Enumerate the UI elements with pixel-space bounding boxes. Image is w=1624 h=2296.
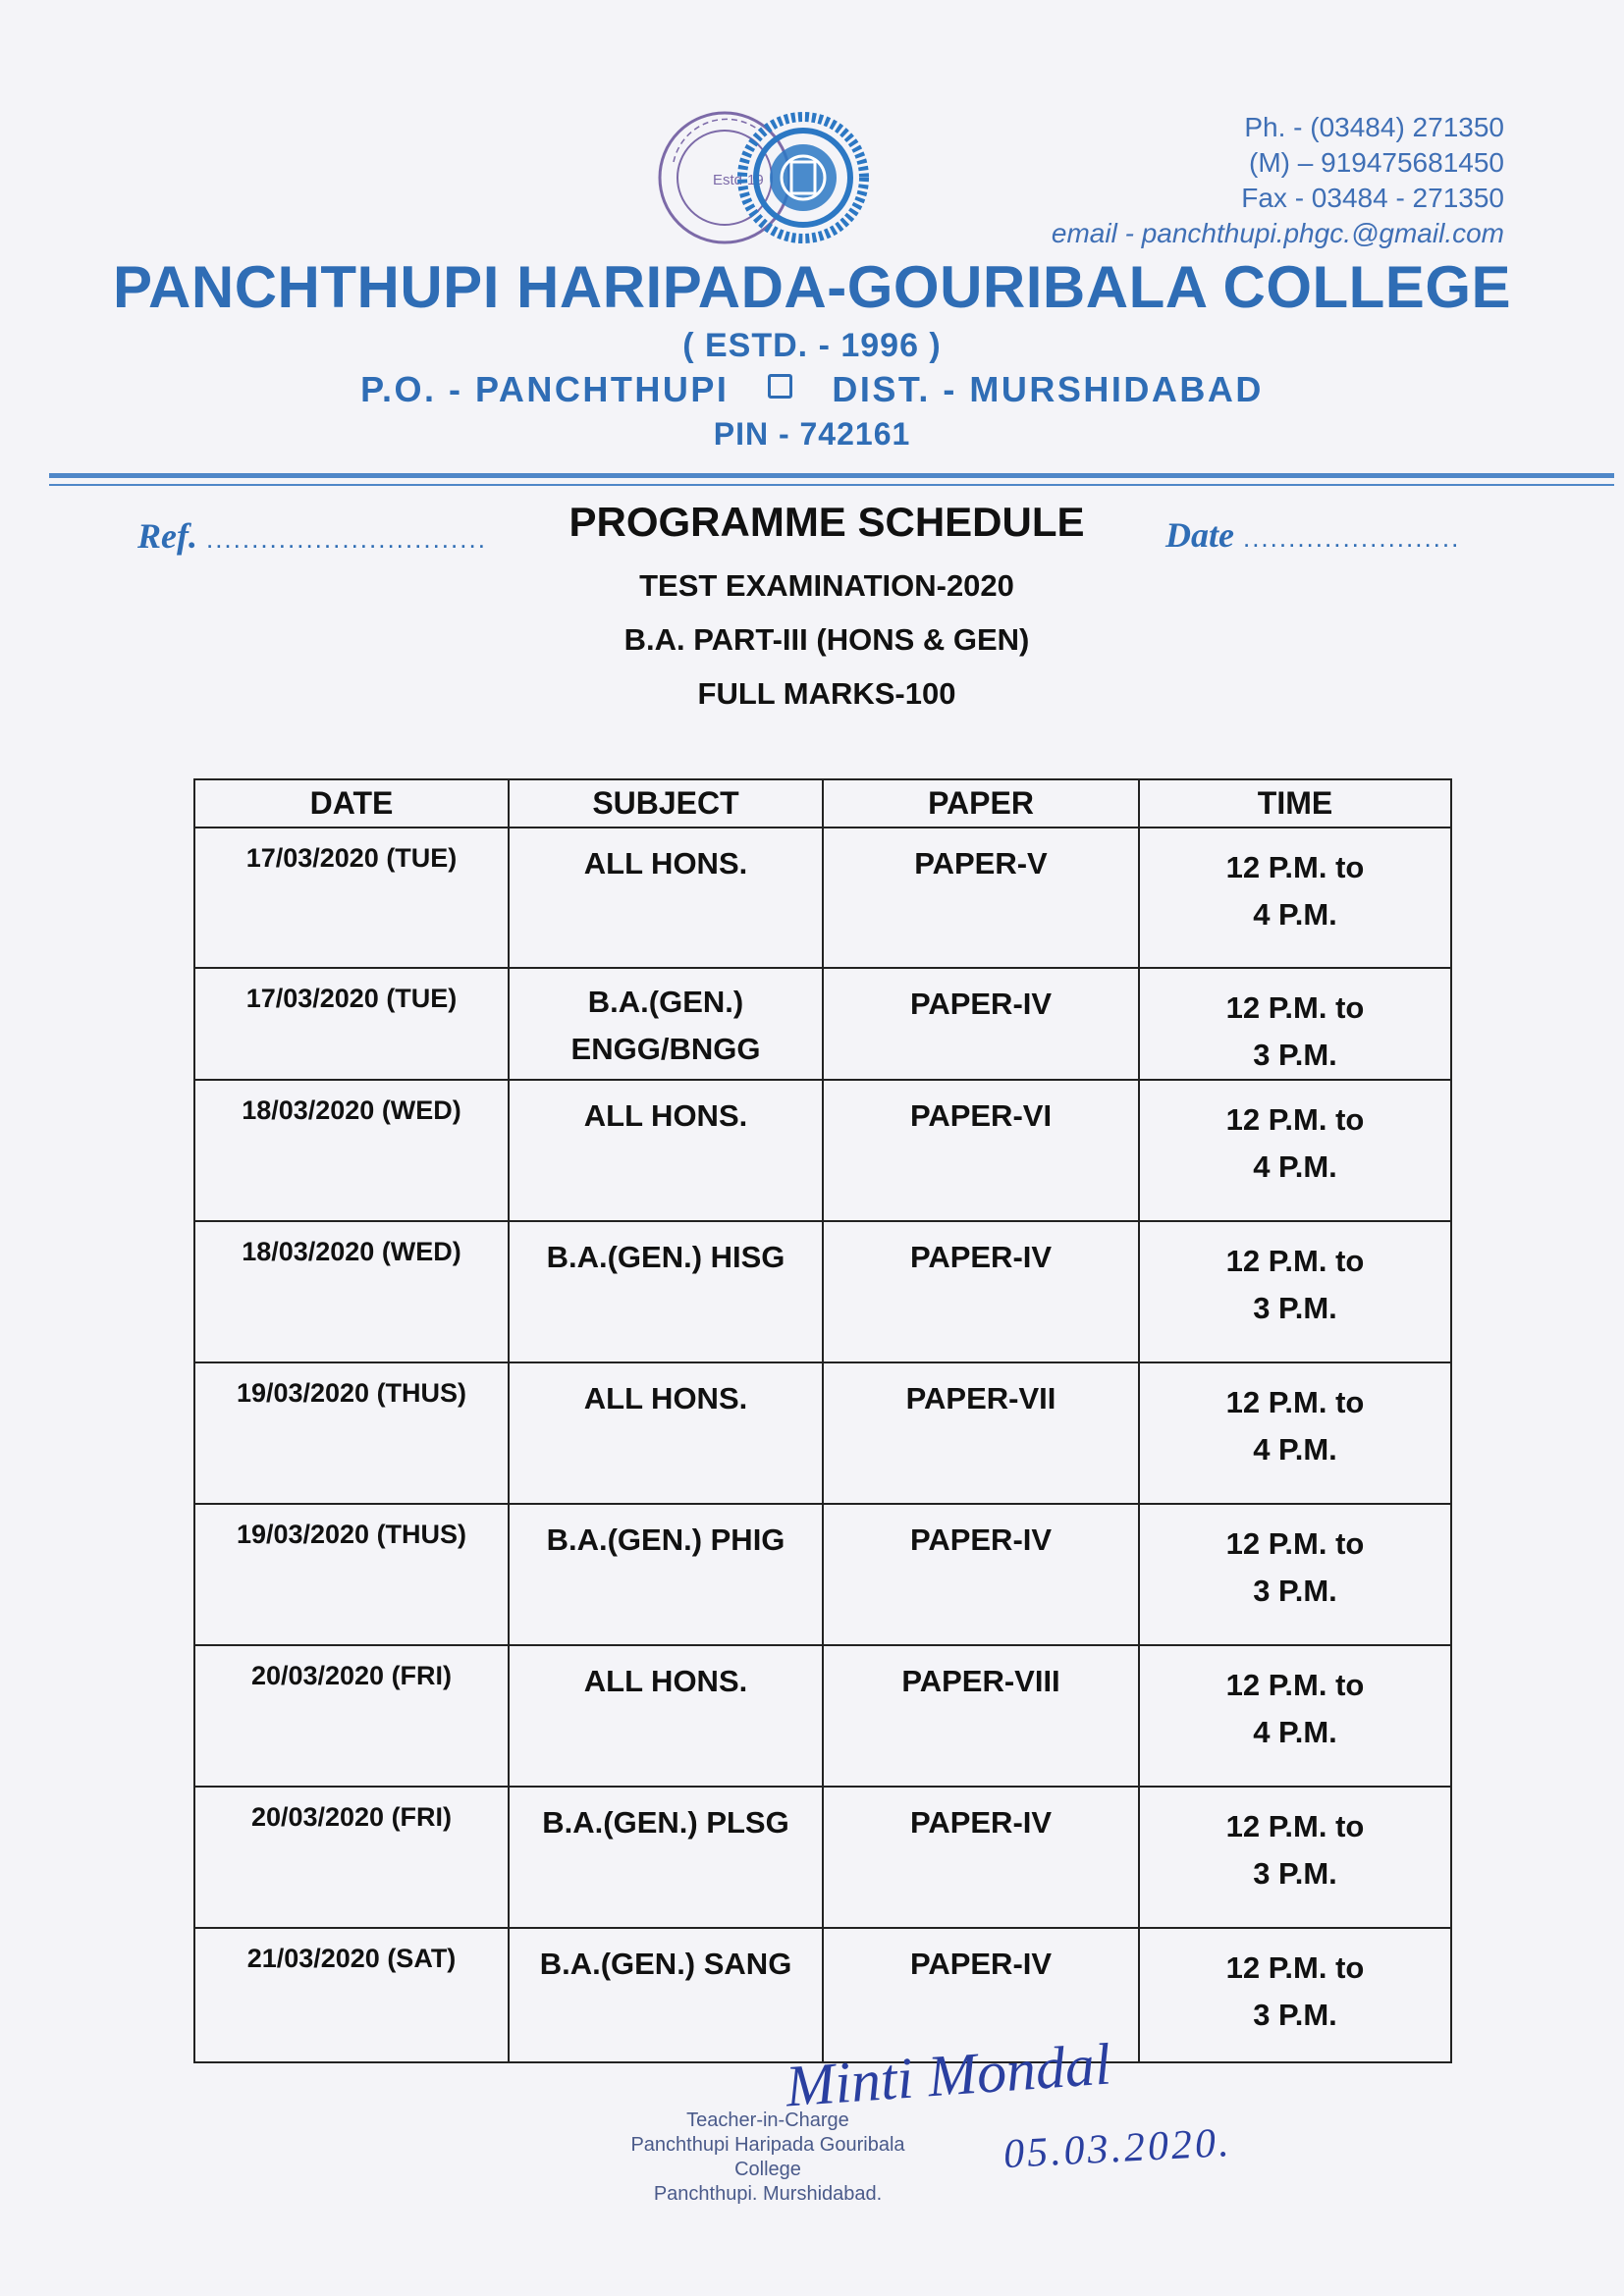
row-time bbox=[1139, 1787, 1451, 1928]
row-time bbox=[1139, 968, 1451, 1080]
row-paper: PAPER-V bbox=[823, 828, 1139, 968]
row-paper: PAPER-IV bbox=[823, 1221, 1139, 1362]
time-start: 12 P.M. to bbox=[1225, 1809, 1365, 1843]
row-time bbox=[1139, 828, 1451, 968]
row-subject: ALL HONS. bbox=[509, 1080, 823, 1221]
row-paper: PAPER-IV bbox=[823, 1787, 1139, 1928]
row-subject: B.A.(GEN.) SANG bbox=[509, 1928, 823, 2062]
schedule-table bbox=[193, 778, 1452, 2063]
handwritten-date: 05.03.2020. bbox=[1001, 2119, 1233, 2178]
date-dots: ........................ bbox=[1242, 523, 1461, 553]
ref-dots: ............................... bbox=[205, 524, 487, 554]
post-office: P.O. - PANCHTHUPI bbox=[360, 369, 730, 409]
row-date: 20/03/2020 (FRI) bbox=[194, 1645, 509, 1787]
signatory-place: Panchthupi. Murshidabad. bbox=[653, 2183, 883, 2205]
row-time bbox=[1139, 1080, 1451, 1221]
time-start: 12 P.M. to bbox=[1225, 1244, 1365, 1278]
full-marks: FULL MARKS-100 bbox=[697, 676, 956, 711]
row-date: 17/03/2020 (TUE) bbox=[194, 968, 509, 1080]
row-paper: PAPER-VIII bbox=[823, 1645, 1139, 1787]
email-address: email - panchthupi.phgc.@gmail.com bbox=[1051, 218, 1504, 248]
row-time bbox=[1139, 1504, 1451, 1645]
phone-number: Ph. - (03484) 271350 bbox=[1244, 112, 1504, 142]
table-row bbox=[194, 828, 1451, 968]
table-row bbox=[194, 1221, 1451, 1362]
header-time: TIME bbox=[1139, 779, 1451, 828]
table-row bbox=[194, 1787, 1451, 1928]
time-end: 4 P.M. bbox=[1253, 897, 1337, 932]
row-paper: PAPER-IV bbox=[823, 1928, 1139, 2062]
header-paper: PAPER bbox=[823, 779, 1139, 828]
time-start: 12 P.M. to bbox=[1225, 1526, 1365, 1561]
letterhead-divider-thin bbox=[49, 484, 1614, 486]
fax-number: Fax - 03484 - 271350 bbox=[1241, 183, 1504, 213]
row-paper: PAPER-VII bbox=[823, 1362, 1139, 1504]
row-date: 19/03/2020 (THUS) bbox=[194, 1504, 509, 1645]
row-subject: B.A.(GEN.) PHIG bbox=[509, 1504, 823, 1645]
exam-name: TEST EXAMINATION-2020 bbox=[639, 568, 1014, 603]
table-row bbox=[194, 1645, 1451, 1787]
time-start: 12 P.M. to bbox=[1225, 1102, 1365, 1137]
contact-info bbox=[1052, 110, 1504, 251]
row-subject-text: B.A.(GEN.) ENGG/BNGG bbox=[570, 985, 761, 1066]
letterhead-divider bbox=[49, 473, 1614, 478]
row-date: 18/03/2020 (WED) bbox=[194, 1221, 509, 1362]
separator-square-icon bbox=[768, 374, 792, 399]
ref-label: Ref. bbox=[137, 516, 197, 556]
table-row bbox=[194, 1928, 1451, 2062]
table-row bbox=[194, 1504, 1451, 1645]
header-date: DATE bbox=[194, 779, 509, 828]
time-end: 3 P.M. bbox=[1253, 1291, 1337, 1325]
signatory-stamp bbox=[601, 2109, 935, 2207]
row-time bbox=[1139, 1362, 1451, 1504]
time-start: 12 P.M. to bbox=[1225, 1385, 1365, 1419]
table-row bbox=[194, 1080, 1451, 1221]
college-seal-stamp bbox=[644, 103, 899, 260]
time-end: 3 P.M. bbox=[1253, 1574, 1337, 1608]
row-time bbox=[1139, 1645, 1451, 1787]
time-end: 4 P.M. bbox=[1253, 1149, 1337, 1184]
row-subject: ALL HONS. bbox=[509, 1645, 823, 1787]
row-subject: B.A.(GEN.) HISG bbox=[509, 1221, 823, 1362]
signatory-role: Teacher-in-Charge bbox=[686, 2109, 849, 2131]
pin-code: PIN - 742161 bbox=[713, 416, 911, 452]
established-year: ( ESTD. - 1996 ) bbox=[682, 327, 942, 364]
mobile-number: (M) – 919475681450 bbox=[1249, 147, 1504, 178]
svg-text:Estd-19: Estd-19 bbox=[713, 172, 764, 188]
time-end: 3 P.M. bbox=[1253, 1856, 1337, 1891]
signatory-college: Panchthupi Haripada Gouribala College bbox=[630, 2134, 905, 2180]
college-name: PANCHTHUPI HARIPADA-GOURIBALA COLLEGE bbox=[112, 254, 1512, 320]
course-name: B.A. PART-III (HONS & GEN) bbox=[623, 622, 1030, 657]
row-paper: PAPER-IV bbox=[823, 968, 1139, 1080]
row-subject: ALL HONS. bbox=[509, 1362, 823, 1504]
time-start: 12 P.M. to bbox=[1225, 1950, 1365, 1985]
address-line bbox=[0, 369, 1624, 410]
table-row bbox=[194, 968, 1451, 1080]
row-time bbox=[1139, 1221, 1451, 1362]
time-end: 3 P.M. bbox=[1253, 1038, 1337, 1072]
row-time bbox=[1139, 1928, 1451, 2062]
row-date: 20/03/2020 (FRI) bbox=[194, 1787, 509, 1928]
row-date: 21/03/2020 (SAT) bbox=[194, 1928, 509, 2062]
time-start: 12 P.M. to bbox=[1225, 850, 1365, 884]
time-end: 4 P.M. bbox=[1253, 1432, 1337, 1467]
time-start: 12 P.M. to bbox=[1225, 990, 1365, 1025]
row-subject: ALL HONS. bbox=[509, 828, 823, 968]
district: DIST. - MURSHIDABAD bbox=[832, 369, 1264, 409]
row-date: 17/03/2020 (TUE) bbox=[194, 828, 509, 968]
date-label: Date bbox=[1165, 515, 1234, 555]
time-end: 3 P.M. bbox=[1253, 1998, 1337, 2032]
time-end: 4 P.M. bbox=[1253, 1715, 1337, 1749]
row-subject bbox=[509, 968, 823, 1080]
table-row bbox=[194, 1362, 1451, 1504]
table-header-row bbox=[194, 779, 1451, 828]
row-date: 18/03/2020 (WED) bbox=[194, 1080, 509, 1221]
row-subject: B.A.(GEN.) PLSG bbox=[509, 1787, 823, 1928]
header-subject: SUBJECT bbox=[509, 779, 823, 828]
row-date: 19/03/2020 (THUS) bbox=[194, 1362, 509, 1504]
page-title: PROGRAMME SCHEDULE bbox=[568, 499, 1085, 545]
handwritten-signature: Minti Mondal bbox=[784, 2031, 1113, 2119]
row-paper: PAPER-IV bbox=[823, 1504, 1139, 1645]
row-paper: PAPER-VI bbox=[823, 1080, 1139, 1221]
time-start: 12 P.M. to bbox=[1225, 1668, 1365, 1702]
